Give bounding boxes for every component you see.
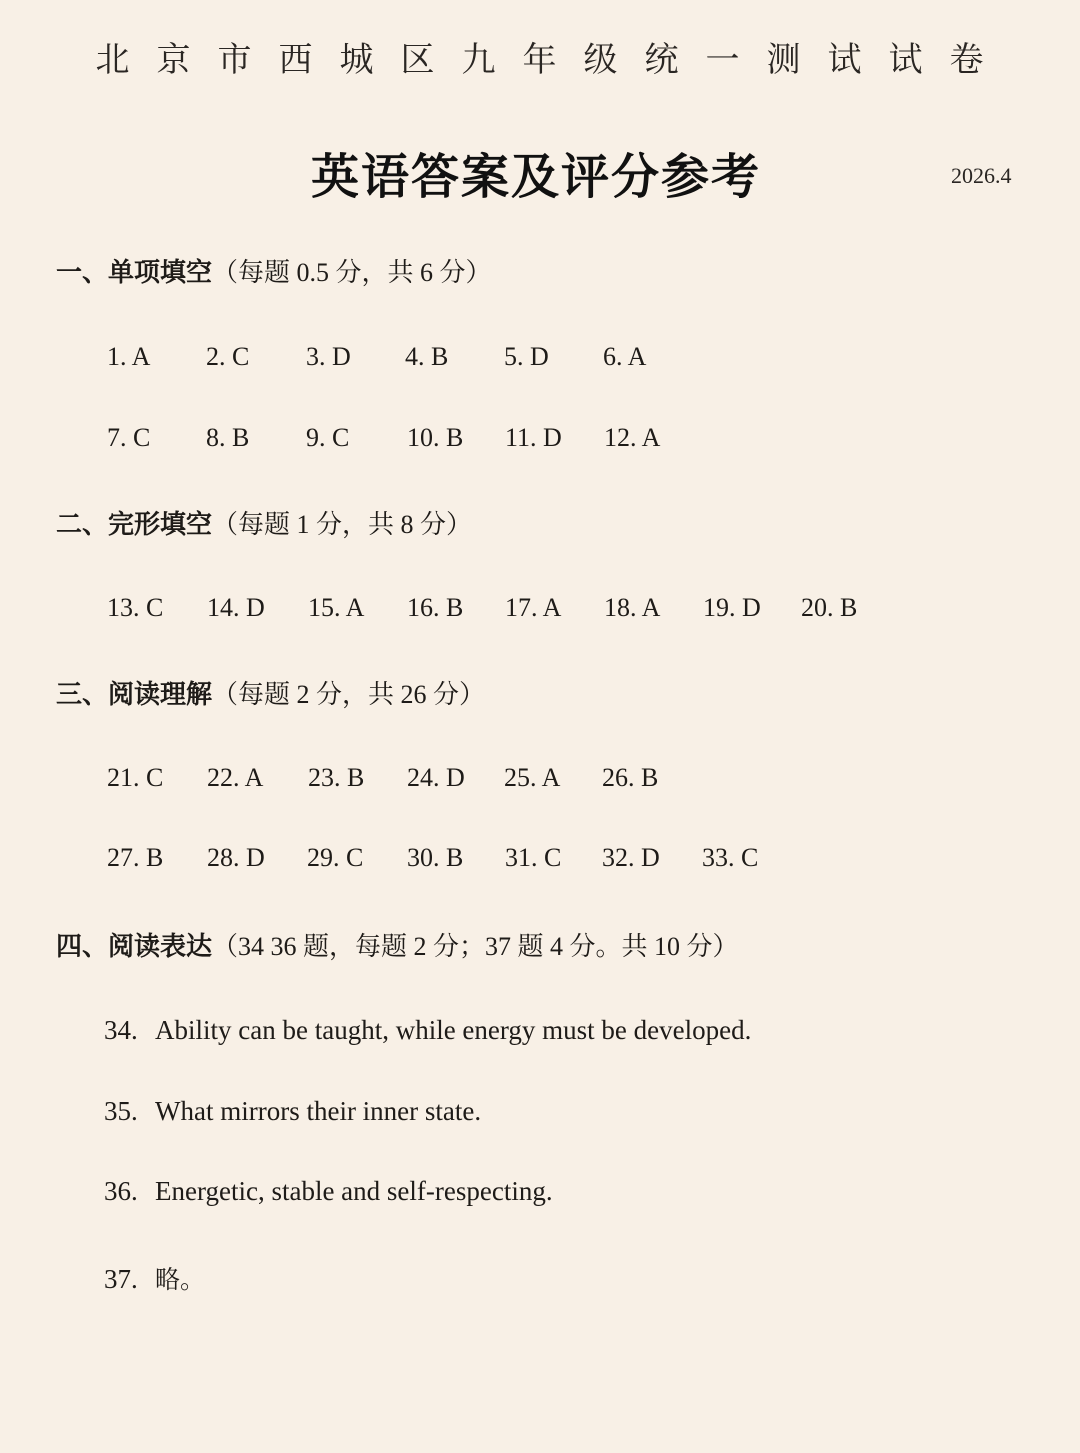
answer-item: 5. D (504, 342, 549, 371)
question-number: 37. (104, 1264, 138, 1294)
exam-date: 2026.4 (951, 163, 1012, 188)
text-answer-35 (104, 1096, 481, 1127)
answer-item: 7. C (107, 423, 151, 452)
section-3-score-note: （每题 2 分，共 26 分） (212, 680, 486, 709)
answer-item: 25. A (504, 763, 561, 792)
answer-item: 17. A (505, 593, 562, 622)
question-number: 35. (104, 1096, 138, 1126)
answer-item: 30. B (407, 843, 464, 872)
answer-item: 16. B (407, 593, 464, 622)
text-answer-37 (104, 1260, 205, 1296)
section-4-title: 四、阅读表达 (56, 932, 213, 962)
answer-item: 6. A (603, 342, 647, 371)
main-title: 英语答案及评分参考 (310, 149, 761, 205)
answer-item: 28. D (207, 843, 265, 872)
section-2-heading (56, 504, 472, 541)
answer-item: 21. C (107, 763, 164, 792)
text-answer-36 (104, 1176, 553, 1207)
question-number: 34. (104, 1015, 138, 1045)
section-2-title: 二、完形填空 (56, 510, 213, 540)
question-number: 36. (104, 1176, 138, 1206)
answer-item: 29. C (307, 843, 364, 872)
answer-text: 略。 (155, 1265, 206, 1294)
text-answer-34 (104, 1015, 751, 1046)
exam-title: 北京市西城区九年级统一测试试卷 (95, 40, 1011, 80)
answer-item: 14. D (207, 593, 265, 622)
answer-item: 2. C (206, 342, 250, 371)
answer-item: 27. B (107, 843, 164, 872)
section-4-score-note: （34 36 题，每题 2 分；37 题 4 分。共 10 分） (212, 932, 739, 961)
answer-item: 13. C (107, 593, 164, 622)
answer-item: 20. B (801, 593, 858, 622)
section-1-score-note: （每题 0.5 分，共 6 分） (212, 258, 492, 287)
section-4-heading (56, 926, 739, 963)
answer-item: 15. A (308, 593, 365, 622)
section-3-heading (56, 674, 485, 711)
answer-item: 1. A (107, 342, 151, 371)
answer-item: 19. D (703, 593, 761, 622)
section-3-title: 三、阅读理解 (56, 680, 213, 710)
section-1-heading (56, 252, 492, 289)
answer-item: 31. C (505, 843, 562, 872)
answer-item: 26. B (602, 763, 659, 792)
answer-item: 8. B (206, 423, 250, 452)
answer-item: 24. D (407, 763, 465, 792)
answer-item: 23. B (308, 763, 365, 792)
answer-item: 22. A (207, 763, 264, 792)
answer-item: 12. A (604, 423, 661, 452)
answer-item: 4. B (405, 342, 449, 371)
answer-item: 18. A (604, 593, 661, 622)
answer-item: 32. D (602, 843, 660, 872)
section-1-title: 一、单项填空 (56, 258, 213, 288)
answer-text: Energetic, stable and self-respecting. (155, 1176, 553, 1206)
answer-item: 9. C (306, 423, 350, 452)
answer-item: 33. C (702, 843, 759, 872)
section-2-score-note: （每题 1 分，共 8 分） (212, 510, 473, 539)
answer-item: 11. D (505, 423, 562, 452)
answer-item: 3. D (306, 342, 351, 371)
answer-text: Ability can be taught, while energy must be developed. (155, 1015, 752, 1045)
answer-text: What mirrors their inner state. (155, 1096, 482, 1126)
answer-item: 10. B (407, 423, 464, 452)
